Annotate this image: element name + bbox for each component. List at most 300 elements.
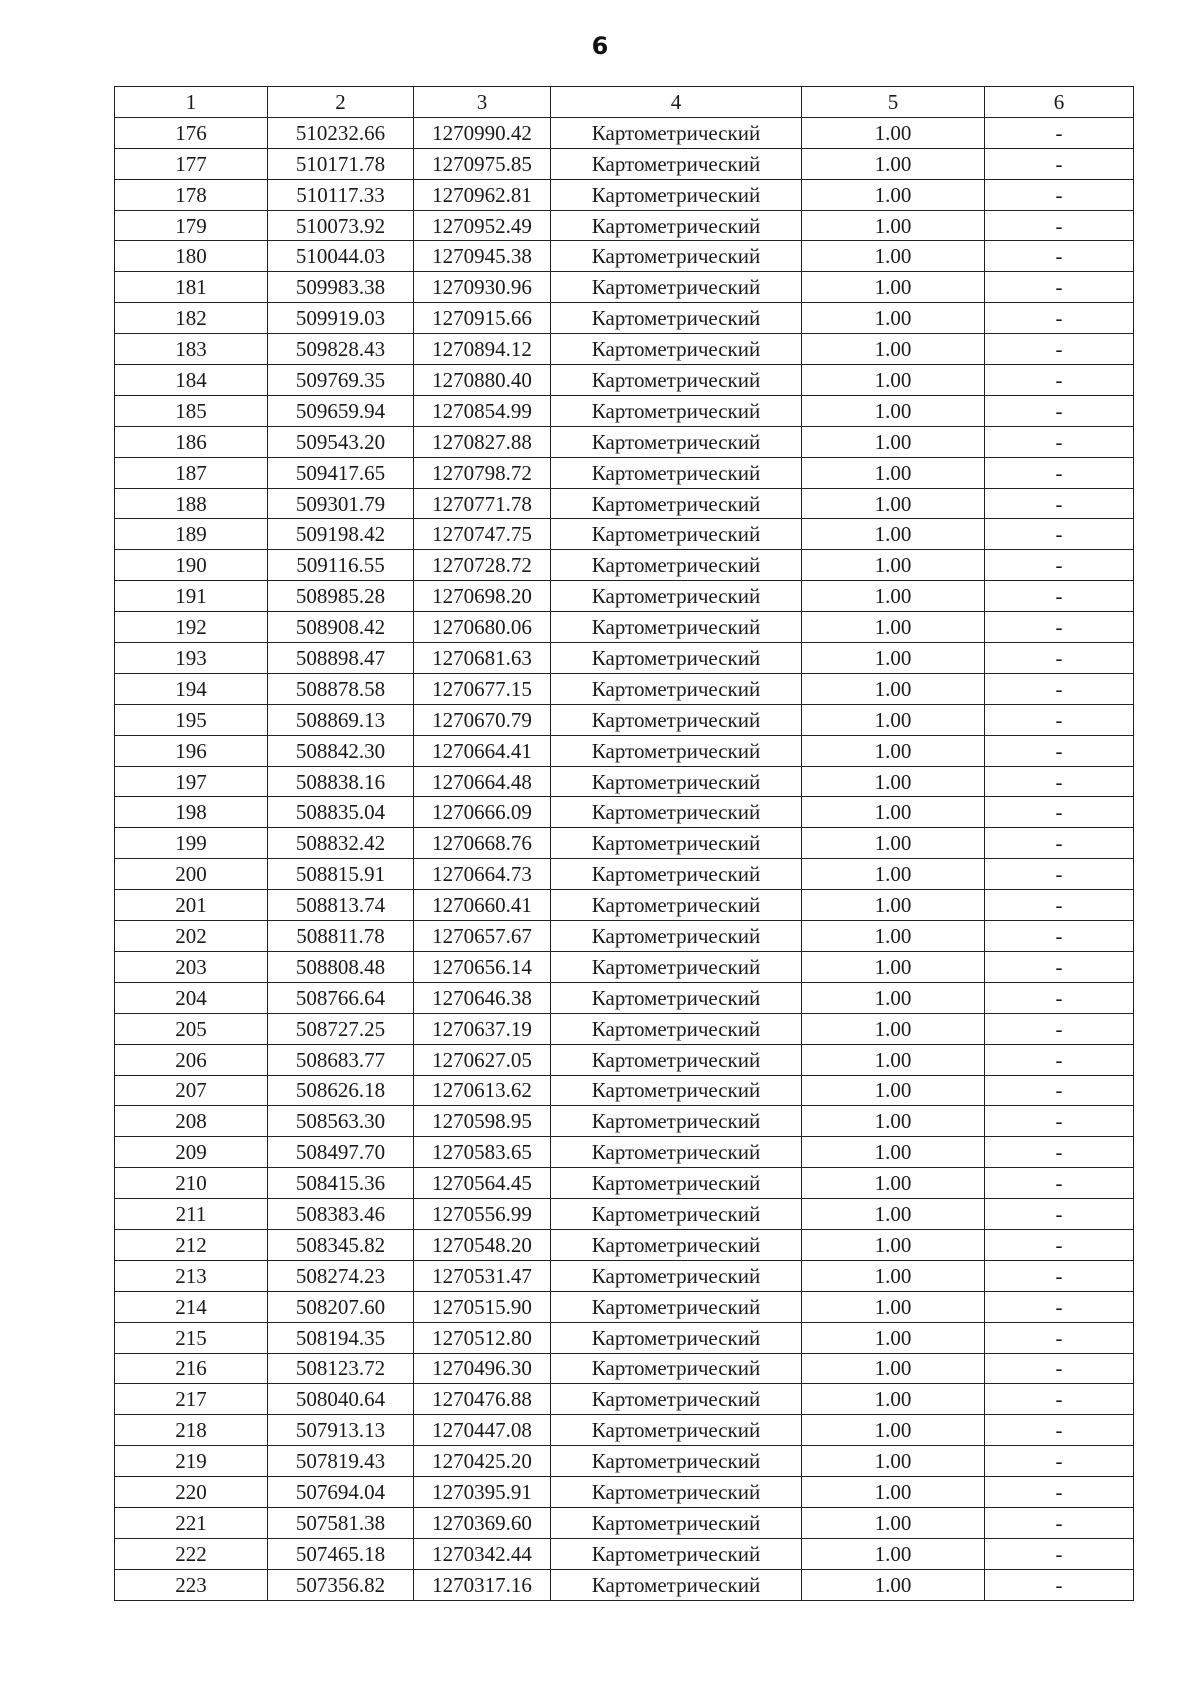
- page-number: 6: [591, 32, 609, 60]
- table-row: [115, 921, 1134, 952]
- x-coordinate-cell: 508878.58: [268, 673, 414, 704]
- y-coordinate-cell: 1270583.65: [414, 1137, 551, 1168]
- description-cell: -: [985, 1044, 1134, 1075]
- accuracy-cell: 1.00: [802, 1137, 985, 1168]
- column-header-4: 4: [551, 87, 802, 118]
- method-cell: Картометрический: [551, 704, 802, 735]
- table-row: [115, 210, 1134, 241]
- y-coordinate-cell: 1270496.30: [414, 1353, 551, 1384]
- description-cell: -: [985, 148, 1134, 179]
- description-cell: -: [985, 426, 1134, 457]
- point-number-cell: 186: [115, 426, 268, 457]
- x-coordinate-cell: 510044.03: [268, 241, 414, 272]
- description-cell: -: [985, 1291, 1134, 1322]
- point-number-cell: 179: [115, 210, 268, 241]
- method-cell: Картометрический: [551, 334, 802, 365]
- y-coordinate-cell: 1270827.88: [414, 426, 551, 457]
- accuracy-cell: 1.00: [802, 982, 985, 1013]
- x-coordinate-cell: 508274.23: [268, 1260, 414, 1291]
- accuracy-cell: 1.00: [802, 612, 985, 643]
- y-coordinate-cell: 1270880.40: [414, 365, 551, 396]
- x-coordinate-cell: 510117.33: [268, 179, 414, 210]
- point-number-cell: 216: [115, 1353, 268, 1384]
- accuracy-cell: 1.00: [802, 148, 985, 179]
- description-cell: -: [985, 1260, 1134, 1291]
- y-coordinate-cell: 1270680.06: [414, 612, 551, 643]
- column-header-2: 2: [268, 87, 414, 118]
- y-coordinate-cell: 1270747.75: [414, 519, 551, 550]
- description-cell: -: [985, 395, 1134, 426]
- column-header-3: 3: [414, 87, 551, 118]
- table-row: [115, 1322, 1134, 1353]
- point-number-cell: 215: [115, 1322, 268, 1353]
- table-header: [115, 87, 1134, 118]
- accuracy-cell: 1.00: [802, 797, 985, 828]
- point-number-cell: 204: [115, 982, 268, 1013]
- y-coordinate-cell: 1270512.80: [414, 1322, 551, 1353]
- y-coordinate-cell: 1270342.44: [414, 1538, 551, 1569]
- accuracy-cell: 1.00: [802, 550, 985, 581]
- method-cell: Картометрический: [551, 117, 802, 148]
- x-coordinate-cell: 508842.30: [268, 735, 414, 766]
- accuracy-cell: 1.00: [802, 828, 985, 859]
- point-number-cell: 223: [115, 1569, 268, 1600]
- method-cell: Картометрический: [551, 1260, 802, 1291]
- point-number-cell: 189: [115, 519, 268, 550]
- method-cell: Картометрический: [551, 1415, 802, 1446]
- y-coordinate-cell: 1270664.41: [414, 735, 551, 766]
- description-cell: -: [985, 1075, 1134, 1106]
- y-coordinate-cell: 1270728.72: [414, 550, 551, 581]
- accuracy-cell: 1.00: [802, 859, 985, 890]
- description-cell: -: [985, 272, 1134, 303]
- point-number-cell: 178: [115, 179, 268, 210]
- accuracy-cell: 1.00: [802, 1260, 985, 1291]
- y-coordinate-cell: 1270798.72: [414, 457, 551, 488]
- method-cell: Картометрический: [551, 1075, 802, 1106]
- description-cell: -: [985, 982, 1134, 1013]
- point-number-cell: 213: [115, 1260, 268, 1291]
- y-coordinate-cell: 1270447.08: [414, 1415, 551, 1446]
- x-coordinate-cell: 508683.77: [268, 1044, 414, 1075]
- method-cell: Картометрический: [551, 395, 802, 426]
- point-number-cell: 195: [115, 704, 268, 735]
- y-coordinate-cell: 1270369.60: [414, 1507, 551, 1538]
- method-cell: Картометрический: [551, 581, 802, 612]
- table-row: [115, 334, 1134, 365]
- method-cell: Картометрический: [551, 766, 802, 797]
- method-cell: Картометрический: [551, 488, 802, 519]
- point-number-cell: 185: [115, 395, 268, 426]
- description-cell: -: [985, 550, 1134, 581]
- method-cell: Картометрический: [551, 1477, 802, 1508]
- y-coordinate-cell: 1270930.96: [414, 272, 551, 303]
- description-cell: -: [985, 1569, 1134, 1600]
- accuracy-cell: 1.00: [802, 1199, 985, 1230]
- table-row: [115, 1353, 1134, 1384]
- method-cell: Картометрический: [551, 1322, 802, 1353]
- method-cell: Картометрический: [551, 1044, 802, 1075]
- description-cell: -: [985, 179, 1134, 210]
- x-coordinate-cell: 508898.47: [268, 643, 414, 674]
- x-coordinate-cell: 508815.91: [268, 859, 414, 890]
- y-coordinate-cell: 1270531.47: [414, 1260, 551, 1291]
- table-row: [115, 1569, 1134, 1600]
- x-coordinate-cell: 510232.66: [268, 117, 414, 148]
- method-cell: Картометрический: [551, 890, 802, 921]
- point-number-cell: 205: [115, 1013, 268, 1044]
- accuracy-cell: 1.00: [802, 581, 985, 612]
- accuracy-cell: 1.00: [802, 1569, 985, 1600]
- description-cell: -: [985, 1106, 1134, 1137]
- point-number-cell: 214: [115, 1291, 268, 1322]
- y-coordinate-cell: 1270548.20: [414, 1229, 551, 1260]
- table-row: [115, 550, 1134, 581]
- x-coordinate-cell: 508835.04: [268, 797, 414, 828]
- y-coordinate-cell: 1270656.14: [414, 951, 551, 982]
- point-number-cell: 194: [115, 673, 268, 704]
- method-cell: Картометрический: [551, 1106, 802, 1137]
- table-row: [115, 365, 1134, 396]
- point-number-cell: 182: [115, 303, 268, 334]
- x-coordinate-cell: 510171.78: [268, 148, 414, 179]
- point-number-cell: 181: [115, 272, 268, 303]
- accuracy-cell: 1.00: [802, 426, 985, 457]
- y-coordinate-cell: 1270598.95: [414, 1106, 551, 1137]
- table-row: [115, 519, 1134, 550]
- accuracy-cell: 1.00: [802, 365, 985, 396]
- x-coordinate-cell: 509919.03: [268, 303, 414, 334]
- description-cell: -: [985, 1446, 1134, 1477]
- method-cell: Картометрический: [551, 673, 802, 704]
- x-coordinate-cell: 508415.36: [268, 1168, 414, 1199]
- x-coordinate-cell: 508563.30: [268, 1106, 414, 1137]
- method-cell: Картометрический: [551, 797, 802, 828]
- y-coordinate-cell: 1270975.85: [414, 148, 551, 179]
- header-row: [115, 87, 1134, 118]
- method-cell: Картометрический: [551, 210, 802, 241]
- y-coordinate-cell: 1270668.76: [414, 828, 551, 859]
- description-cell: -: [985, 828, 1134, 859]
- accuracy-cell: 1.00: [802, 1044, 985, 1075]
- description-cell: -: [985, 1168, 1134, 1199]
- y-coordinate-cell: 1270894.12: [414, 334, 551, 365]
- y-coordinate-cell: 1270317.16: [414, 1569, 551, 1600]
- description-cell: -: [985, 210, 1134, 241]
- y-coordinate-cell: 1270657.67: [414, 921, 551, 952]
- table-body: [115, 117, 1134, 1600]
- column-header-6: 6: [985, 87, 1134, 118]
- accuracy-cell: 1.00: [802, 1384, 985, 1415]
- method-cell: Картометрический: [551, 735, 802, 766]
- x-coordinate-cell: 508808.48: [268, 951, 414, 982]
- method-cell: Картометрический: [551, 1168, 802, 1199]
- y-coordinate-cell: 1270915.66: [414, 303, 551, 334]
- accuracy-cell: 1.00: [802, 457, 985, 488]
- description-cell: -: [985, 1137, 1134, 1168]
- x-coordinate-cell: 507356.82: [268, 1569, 414, 1600]
- point-number-cell: 196: [115, 735, 268, 766]
- y-coordinate-cell: 1270613.62: [414, 1075, 551, 1106]
- point-number-cell: 192: [115, 612, 268, 643]
- y-coordinate-cell: 1270677.15: [414, 673, 551, 704]
- coordinates-table: [114, 86, 1134, 1601]
- table-row: [115, 457, 1134, 488]
- x-coordinate-cell: 508497.70: [268, 1137, 414, 1168]
- method-cell: Картометрический: [551, 1507, 802, 1538]
- table-row: [115, 395, 1134, 426]
- x-coordinate-cell: 507581.38: [268, 1507, 414, 1538]
- table-row: [115, 673, 1134, 704]
- x-coordinate-cell: 509198.42: [268, 519, 414, 550]
- description-cell: -: [985, 1229, 1134, 1260]
- table-row: [115, 1229, 1134, 1260]
- y-coordinate-cell: 1270670.79: [414, 704, 551, 735]
- description-cell: -: [985, 488, 1134, 519]
- table-row: [115, 1168, 1134, 1199]
- accuracy-cell: 1.00: [802, 1168, 985, 1199]
- description-cell: -: [985, 241, 1134, 272]
- y-coordinate-cell: 1270962.81: [414, 179, 551, 210]
- y-coordinate-cell: 1270952.49: [414, 210, 551, 241]
- accuracy-cell: 1.00: [802, 241, 985, 272]
- description-cell: -: [985, 1507, 1134, 1538]
- y-coordinate-cell: 1270627.05: [414, 1044, 551, 1075]
- table-row: [115, 1013, 1134, 1044]
- method-cell: Картометрический: [551, 241, 802, 272]
- description-cell: -: [985, 673, 1134, 704]
- table-row: [115, 1044, 1134, 1075]
- point-number-cell: 222: [115, 1538, 268, 1569]
- point-number-cell: 211: [115, 1199, 268, 1230]
- description-cell: -: [985, 365, 1134, 396]
- table-row: [115, 488, 1134, 519]
- y-coordinate-cell: 1270990.42: [414, 117, 551, 148]
- y-coordinate-cell: 1270664.48: [414, 766, 551, 797]
- method-cell: Картометрический: [551, 859, 802, 890]
- x-coordinate-cell: 508813.74: [268, 890, 414, 921]
- accuracy-cell: 1.00: [802, 1415, 985, 1446]
- table-row: [115, 1291, 1134, 1322]
- description-cell: -: [985, 1538, 1134, 1569]
- x-coordinate-cell: 508383.46: [268, 1199, 414, 1230]
- method-cell: Картометрический: [551, 457, 802, 488]
- point-number-cell: 193: [115, 643, 268, 674]
- x-coordinate-cell: 508766.64: [268, 982, 414, 1013]
- description-cell: -: [985, 1013, 1134, 1044]
- method-cell: Картометрический: [551, 148, 802, 179]
- method-cell: Картометрический: [551, 426, 802, 457]
- point-number-cell: 184: [115, 365, 268, 396]
- table-row: [115, 704, 1134, 735]
- x-coordinate-cell: 509828.43: [268, 334, 414, 365]
- x-coordinate-cell: 508123.72: [268, 1353, 414, 1384]
- x-coordinate-cell: 508727.25: [268, 1013, 414, 1044]
- description-cell: -: [985, 1353, 1134, 1384]
- table-row: [115, 612, 1134, 643]
- method-cell: Картометрический: [551, 1538, 802, 1569]
- accuracy-cell: 1.00: [802, 488, 985, 519]
- x-coordinate-cell: 509983.38: [268, 272, 414, 303]
- point-number-cell: 198: [115, 797, 268, 828]
- x-coordinate-cell: 509116.55: [268, 550, 414, 581]
- y-coordinate-cell: 1270646.38: [414, 982, 551, 1013]
- accuracy-cell: 1.00: [802, 766, 985, 797]
- x-coordinate-cell: 509543.20: [268, 426, 414, 457]
- accuracy-cell: 1.00: [802, 1291, 985, 1322]
- point-number-cell: 201: [115, 890, 268, 921]
- y-coordinate-cell: 1270476.88: [414, 1384, 551, 1415]
- y-coordinate-cell: 1270637.19: [414, 1013, 551, 1044]
- point-number-cell: 218: [115, 1415, 268, 1446]
- accuracy-cell: 1.00: [802, 951, 985, 982]
- method-cell: Картометрический: [551, 550, 802, 581]
- point-number-cell: 206: [115, 1044, 268, 1075]
- point-number-cell: 202: [115, 921, 268, 952]
- point-number-cell: 203: [115, 951, 268, 982]
- point-number-cell: 200: [115, 859, 268, 890]
- y-coordinate-cell: 1270945.38: [414, 241, 551, 272]
- x-coordinate-cell: 508626.18: [268, 1075, 414, 1106]
- description-cell: -: [985, 334, 1134, 365]
- point-number-cell: 207: [115, 1075, 268, 1106]
- method-cell: Картометрический: [551, 1229, 802, 1260]
- description-cell: -: [985, 704, 1134, 735]
- point-number-cell: 217: [115, 1384, 268, 1415]
- x-coordinate-cell: 507465.18: [268, 1538, 414, 1569]
- point-number-cell: 199: [115, 828, 268, 859]
- accuracy-cell: 1.00: [802, 303, 985, 334]
- y-coordinate-cell: 1270664.73: [414, 859, 551, 890]
- table-row: [115, 1137, 1134, 1168]
- description-cell: -: [985, 1322, 1134, 1353]
- x-coordinate-cell: 508869.13: [268, 704, 414, 735]
- table-row: [115, 951, 1134, 982]
- method-cell: Картометрический: [551, 1353, 802, 1384]
- accuracy-cell: 1.00: [802, 1229, 985, 1260]
- table-row: [115, 1538, 1134, 1569]
- description-cell: -: [985, 1415, 1134, 1446]
- x-coordinate-cell: 507913.13: [268, 1415, 414, 1446]
- x-coordinate-cell: 509659.94: [268, 395, 414, 426]
- y-coordinate-cell: 1270395.91: [414, 1477, 551, 1508]
- method-cell: Картометрический: [551, 272, 802, 303]
- description-cell: -: [985, 1384, 1134, 1415]
- column-header-1: 1: [115, 87, 268, 118]
- point-number-cell: 220: [115, 1477, 268, 1508]
- accuracy-cell: 1.00: [802, 735, 985, 766]
- table-row: [115, 1446, 1134, 1477]
- point-number-cell: 212: [115, 1229, 268, 1260]
- accuracy-cell: 1.00: [802, 1353, 985, 1384]
- method-cell: Картометрический: [551, 1384, 802, 1415]
- method-cell: Картометрический: [551, 921, 802, 952]
- accuracy-cell: 1.00: [802, 1075, 985, 1106]
- method-cell: Картометрический: [551, 519, 802, 550]
- table-row: [115, 148, 1134, 179]
- method-cell: Картометрический: [551, 982, 802, 1013]
- table-row: [115, 735, 1134, 766]
- description-cell: -: [985, 766, 1134, 797]
- table-row: [115, 1477, 1134, 1508]
- accuracy-cell: 1.00: [802, 1538, 985, 1569]
- point-number-cell: 187: [115, 457, 268, 488]
- table-row: [115, 1507, 1134, 1538]
- table-row: [115, 1075, 1134, 1106]
- method-cell: Картометрический: [551, 179, 802, 210]
- description-cell: -: [985, 1199, 1134, 1230]
- point-number-cell: 188: [115, 488, 268, 519]
- description-cell: -: [985, 797, 1134, 828]
- table-row: [115, 1384, 1134, 1415]
- point-number-cell: 183: [115, 334, 268, 365]
- accuracy-cell: 1.00: [802, 890, 985, 921]
- method-cell: Картометрический: [551, 1446, 802, 1477]
- accuracy-cell: 1.00: [802, 395, 985, 426]
- table-row: [115, 890, 1134, 921]
- x-coordinate-cell: 508838.16: [268, 766, 414, 797]
- method-cell: Картометрический: [551, 828, 802, 859]
- description-cell: -: [985, 581, 1134, 612]
- table-row: [115, 982, 1134, 1013]
- x-coordinate-cell: 507819.43: [268, 1446, 414, 1477]
- x-coordinate-cell: 509301.79: [268, 488, 414, 519]
- point-number-cell: 176: [115, 117, 268, 148]
- y-coordinate-cell: 1270556.99: [414, 1199, 551, 1230]
- y-coordinate-cell: 1270515.90: [414, 1291, 551, 1322]
- x-coordinate-cell: 508811.78: [268, 921, 414, 952]
- method-cell: Картометрический: [551, 951, 802, 982]
- method-cell: Картометрический: [551, 303, 802, 334]
- point-number-cell: 209: [115, 1137, 268, 1168]
- y-coordinate-cell: 1270698.20: [414, 581, 551, 612]
- point-number-cell: 177: [115, 148, 268, 179]
- x-coordinate-cell: 508194.35: [268, 1322, 414, 1353]
- description-cell: -: [985, 612, 1134, 643]
- method-cell: Картометрический: [551, 365, 802, 396]
- accuracy-cell: 1.00: [802, 210, 985, 241]
- method-cell: Картометрический: [551, 1569, 802, 1600]
- x-coordinate-cell: 509769.35: [268, 365, 414, 396]
- accuracy-cell: 1.00: [802, 519, 985, 550]
- description-cell: -: [985, 735, 1134, 766]
- description-cell: -: [985, 921, 1134, 952]
- x-coordinate-cell: 508345.82: [268, 1229, 414, 1260]
- accuracy-cell: 1.00: [802, 1507, 985, 1538]
- x-coordinate-cell: 508040.64: [268, 1384, 414, 1415]
- point-number-cell: 219: [115, 1446, 268, 1477]
- accuracy-cell: 1.00: [802, 673, 985, 704]
- point-number-cell: 191: [115, 581, 268, 612]
- y-coordinate-cell: 1270854.99: [414, 395, 551, 426]
- y-coordinate-cell: 1270666.09: [414, 797, 551, 828]
- point-number-cell: 197: [115, 766, 268, 797]
- table-row: [115, 272, 1134, 303]
- table-row: [115, 1260, 1134, 1291]
- method-cell: Картометрический: [551, 612, 802, 643]
- table-row: [115, 581, 1134, 612]
- table-row: [115, 179, 1134, 210]
- table-row: [115, 303, 1134, 334]
- column-header-5: 5: [802, 87, 985, 118]
- method-cell: Картометрический: [551, 1199, 802, 1230]
- method-cell: Картометрический: [551, 1291, 802, 1322]
- accuracy-cell: 1.00: [802, 272, 985, 303]
- description-cell: -: [985, 303, 1134, 334]
- description-cell: -: [985, 519, 1134, 550]
- accuracy-cell: 1.00: [802, 1446, 985, 1477]
- description-cell: -: [985, 643, 1134, 674]
